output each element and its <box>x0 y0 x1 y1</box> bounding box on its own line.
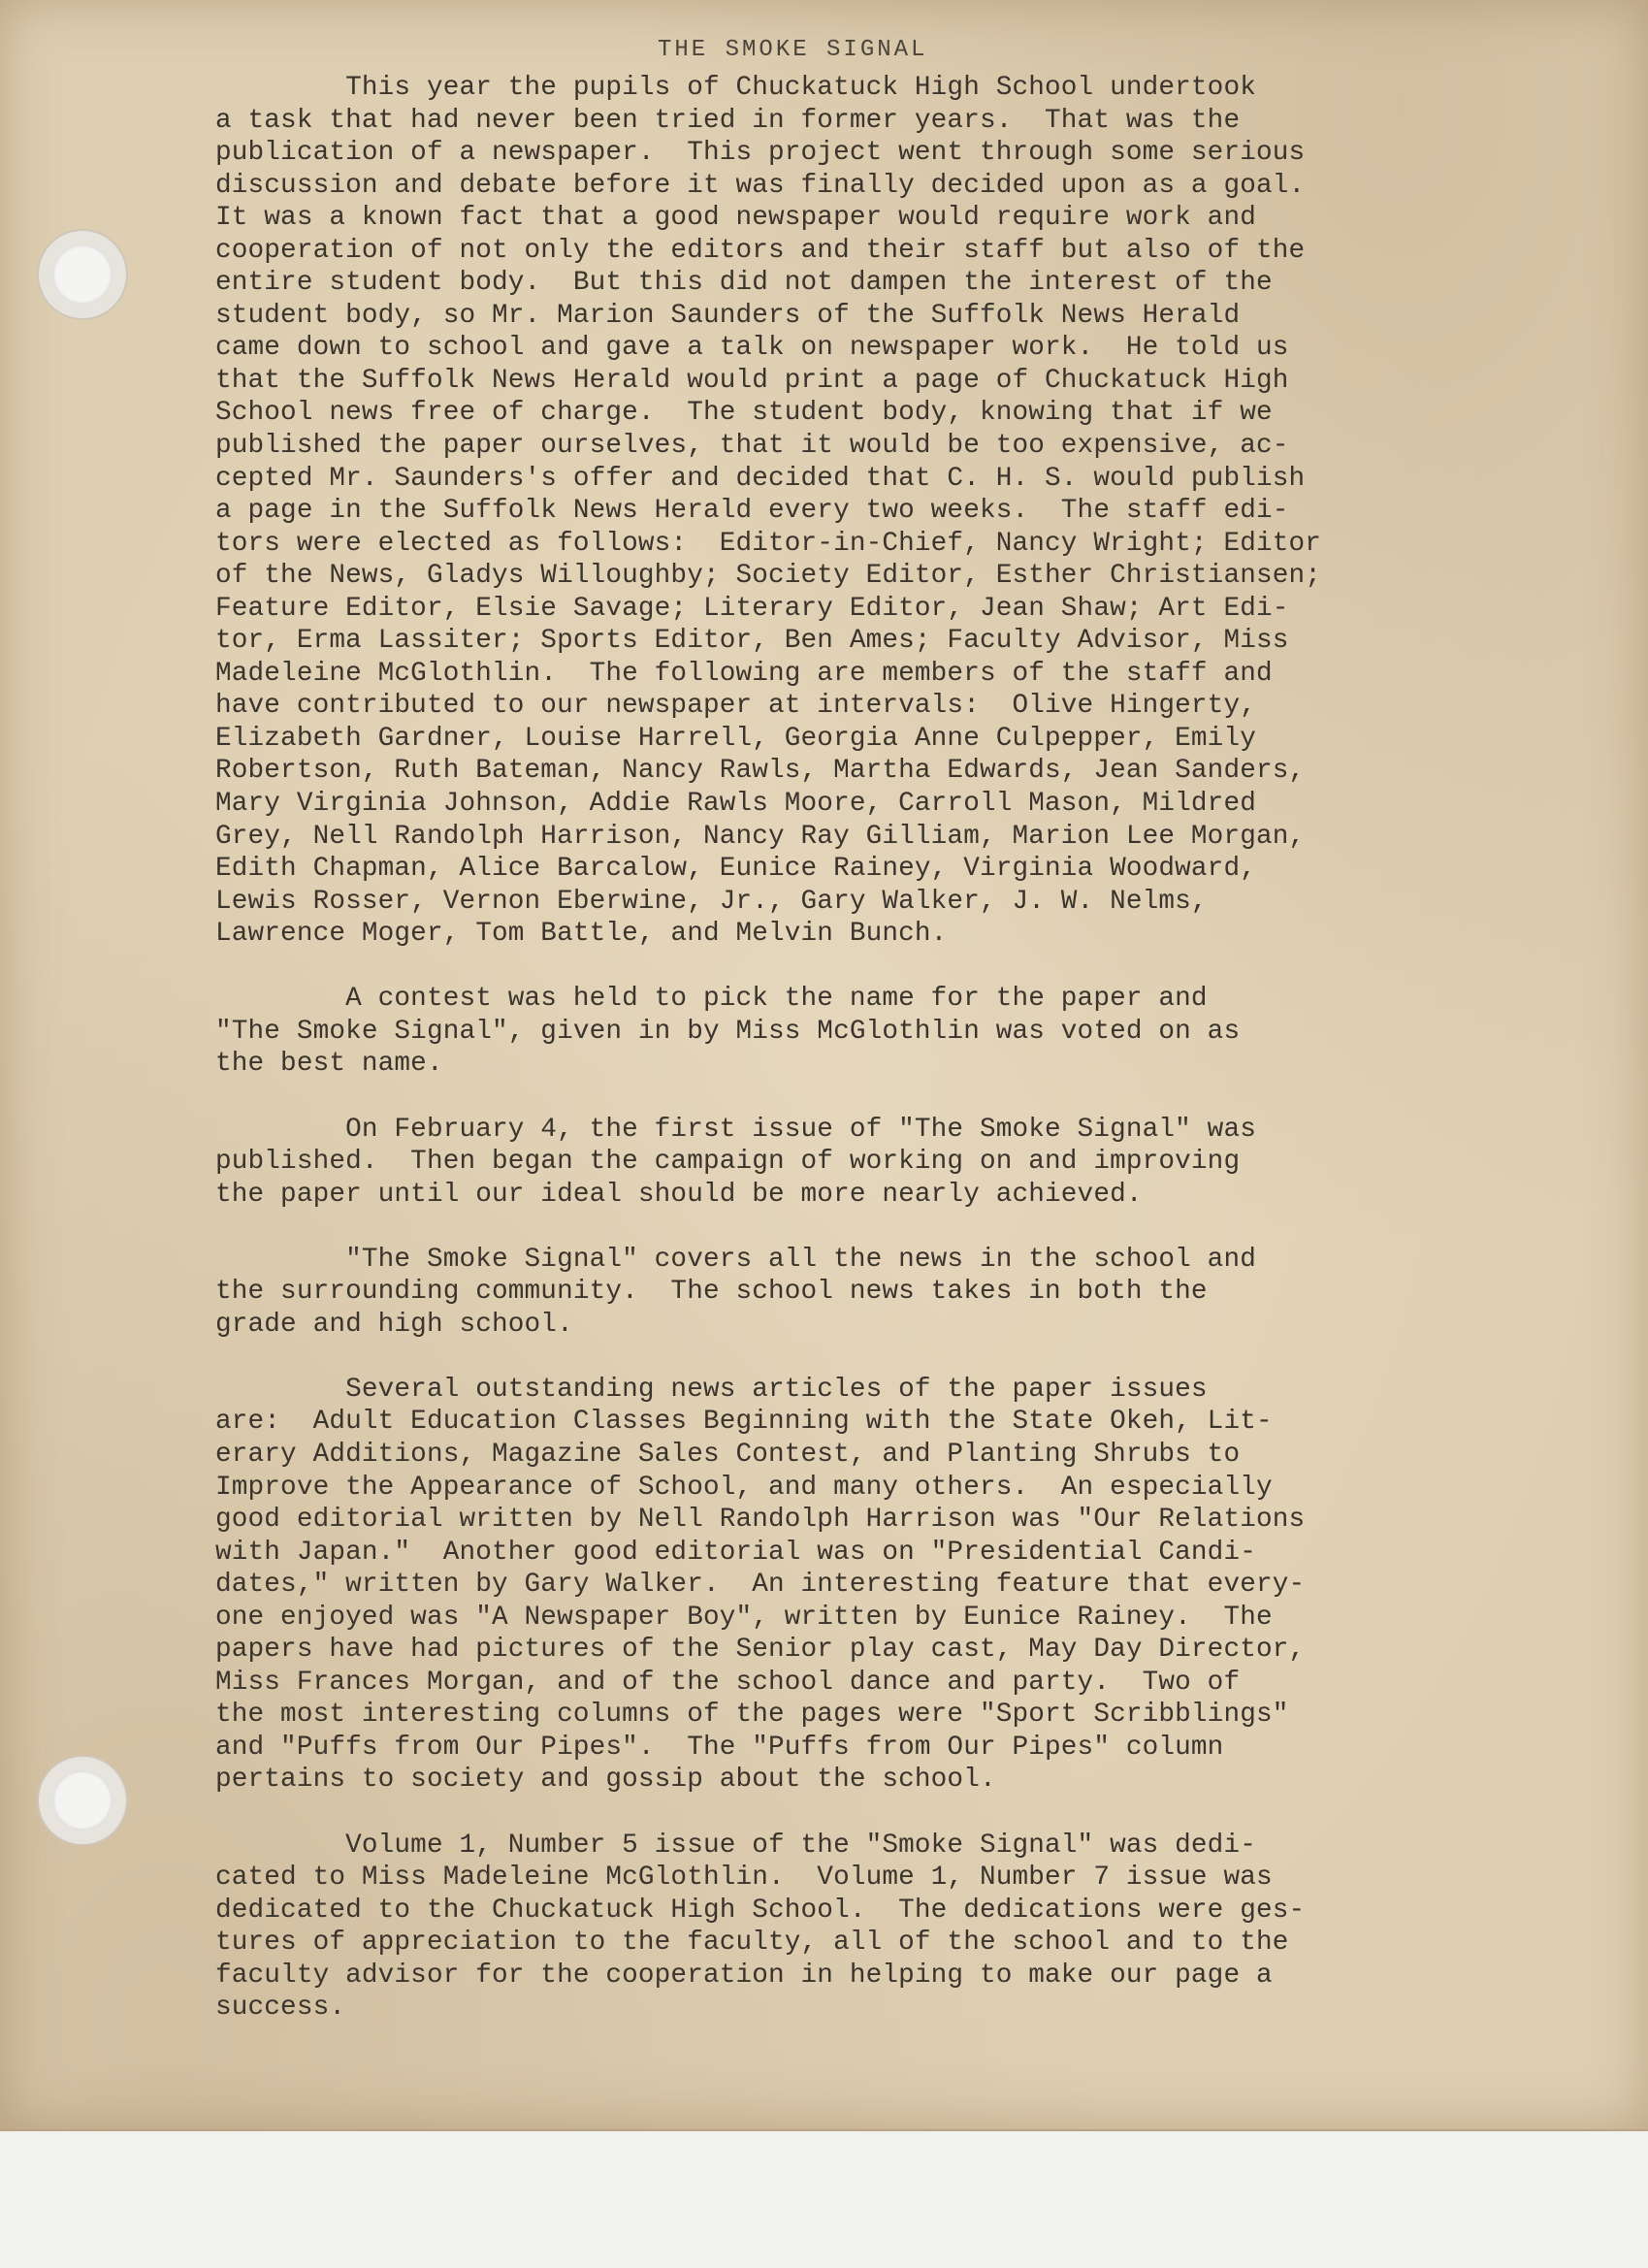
punch-hole-reinforcement-top <box>39 231 126 318</box>
punch-hole-reinforcement-bottom <box>39 1757 126 1844</box>
paragraph-first-issue: On February 4, the first issue of "The Smoke Signal" was published. Then began the campaign of working on and improving the paper until our ideal should be more nearly achieved. <box>215 1114 1256 1210</box>
paragraph-articles: Several outstanding news articles of the paper issues are: Adult Education Classes Beginning with the State Okeh, Lit- erary Additions, Magazine Sales Contest, and Planting Shrubs to Improve the Appearance of School, and many others. An especially good editorial written by Nell Randolph Harrison was "Our Relations with Japan." Another good editorial was on "Presidential Candi- dates," written by Gary Walker. An interesting feature that every- one enjoyed was "A Newspaper Boy", written by Eunice Rainey. The papers have had pictures of the Senior play cast, May Day Director, Miss Frances Morgan, and of the school dance and party. Two of the most interesting columns of the pages were "Sport Scribblings" and "Puffs from Our Pipes". The "Puffs from Our Pipes" column pertains to society and gossip about the school. <box>215 1374 1306 1796</box>
paragraph-staff: This year the pupils of Chuckatuck High School undertook a task that had never been tried in former years. That was the publication of a newspaper. This project went through some serious discussion and debate before it was finally decided upon as a goal. It was a known fact that a good newspaper would require work and cooperation of not only the editors and their staff but also of the entire student body. But this did not dampen the interest of the student body, so Mr. Marion Saunders of the Suffolk News Herald came down to school and gave a talk on newspaper work. He told us that the Suffolk News Herald would print a page of Chuckatuck High School news free of charge. The student body, knowing that if we published the paper ourselves, that it would be too expensive, ac- cepted Mr. Saunders's offer and decided that C. H. S. would publish a page in the Suffolk News Herald every two weeks. The staff edi- tors were elected as follows: Editor-in-Chief, Nancy Wright; Editor of the News, Gladys Willoughby; Society Editor, Esther Christiansen; Feature Editor, Elsie Savage; Literary Editor, Jean Shaw; Art Edi- tor, Erma Lassiter; Sports Editor, Ben Ames; Faculty Advisor, Miss Madeleine McGlothlin. The following are members of the staff and have contributed to our newspaper at intervals: Olive Hingerty, Elizabeth Gardner, Louise Harrell, Georgia Anne Culpepper, Emily Robertson, Ruth Bateman, Nancy Rawls, Martha Edwards, Jean Sanders, Mary Virginia Johnson, Addie Rawls Moore, Carroll Mason, Mildred Grey, Nell Randolph Harrison, Nancy Ray Gilliam, Marion Lee Morgan, Edith Chapman, Alice Barcalow, Eunice Rainey, Virginia Woodward, Lewis Rosser, Vernon Eberwine, Jr., Gary Walker, J. W. Nelms, Lawrence Moger, Tom Battle, and Melvin Bunch. <box>215 73 1322 950</box>
paragraph-coverage: "The Smoke Signal" covers all the news in the school and the surrounding community. The school news takes in both the grade and high school. <box>215 1244 1256 1340</box>
typed-document <box>215 29 1593 2025</box>
paragraph-dedications: Volume 1, Number 5 issue of the "Smoke Signal" was dedi- cated to Miss Madeleine McGlothlin. Volume 1, Number 7 issue was dedicated to the Chuckatuck High School. The dedications were ges- tures of appreciation to the faculty, all of the school and to the faculty advisor for the cooperation in helping to make our page a success. <box>215 1830 1306 2024</box>
paragraph-contest: A contest was held to pick the name for the paper and "The Smoke Signal", given in by Miss McGlothlin was voted on as the best name. <box>215 984 1241 1080</box>
document-title: THE SMOKE SIGNAL <box>658 37 928 63</box>
